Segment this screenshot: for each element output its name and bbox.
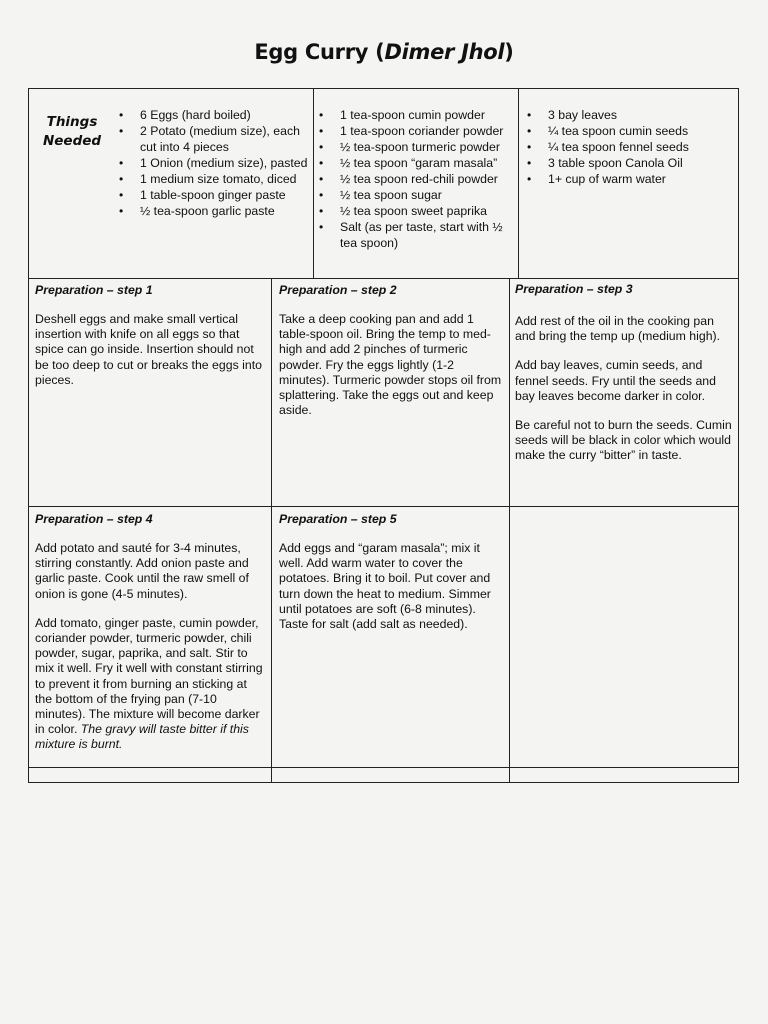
column-divider: [271, 278, 272, 783]
column-divider: [313, 88, 314, 278]
list-item: • 1 medium size tomato, diced: [116, 171, 311, 187]
list-item: • ½ tea-spoon turmeric powder: [316, 139, 518, 155]
list-item: • 3 bay leaves: [524, 107, 736, 123]
list-item: • 2 Potato (medium size), each cut into 4 pieces: [116, 123, 311, 155]
things-needed-label: Things Needed: [42, 114, 102, 149]
list-item: • 6 Eggs (hard boiled): [116, 107, 311, 123]
list-item: • 1 table-spoon ginger paste: [116, 187, 311, 203]
list-item: • ½ tea spoon sugar: [316, 187, 518, 203]
step-2-heading: Preparation – step 2: [279, 283, 397, 297]
recipe-title: [0, 40, 768, 64]
row-divider: [28, 506, 739, 507]
list-item: • 3 table spoon Canola Oil: [524, 155, 736, 171]
list-item: • ½ tea spoon sweet paprika: [316, 203, 518, 219]
row-divider: [28, 767, 739, 768]
step-3-body: [515, 314, 735, 464]
list-item: • 1 tea-spoon cumin powder: [316, 107, 518, 123]
list-item: • Salt (as per taste, start with ½ tea spoon): [316, 219, 518, 251]
list-item: • ½ tea spoon red-chili powder: [316, 171, 518, 187]
step-5-body: [279, 541, 503, 632]
step-4-heading: Preparation – step 4: [35, 512, 153, 526]
list-item: • ¼ tea spoon fennel seeds: [524, 139, 736, 155]
column-divider: [509, 278, 510, 783]
step-3-text-3: Be careful not to burn the seeds. Cumin seeds will be black in color which would make the curry “bitter” in taste.: [515, 418, 732, 463]
step-2-text: Take a deep cooking pan and add 1 table-spoon oil. Bring the temp to med-high and add 2 pinches of turmeric powder. Fry the eggs lightly (1-2 minutes). Turmeric powder stops oil from splattering. Take the eggs out and keep aside.: [279, 312, 502, 418]
column-divider: [518, 88, 519, 278]
ingredient-list-2: [316, 107, 518, 251]
row-divider: [28, 278, 739, 279]
step-1-body: [35, 312, 265, 388]
step-5-text: Add eggs and “garam masala”; mix it well. Add warm water to cover the potatoes. Bring it to boil. Put cover and turn down the heat to medium. Simmer until potatoes are soft (6-8 minutes). Taste for salt (add salt as needed).: [279, 541, 491, 632]
step-4-text-2-plain: Add tomato, ginger paste, cumin powder, coriander powder, turmeric powder, chili powder, sugar, paprika, and salt. Stir to mix it well. Fry it well with constant stirring to prevent it from burning an sticking at the bottom of the frying pan (7-10 minutes). The mixture will become darker in color.: [35, 615, 263, 737]
list-item: • 1+ cup of warm water: [524, 171, 736, 187]
list-item: • ½ tea-spoon garlic paste: [116, 203, 311, 219]
list-item: • ½ tea spoon “garam masala”: [316, 155, 518, 171]
list-item: • 1 tea-spoon coriander powder: [316, 123, 518, 139]
list-item: • 1 Onion (medium size), pasted: [116, 155, 311, 171]
step-4-body: [35, 541, 264, 753]
step-5-heading: Preparation – step 5: [279, 512, 397, 526]
step-3-text-2: Add bay leaves, cumin seeds, and fennel seeds. Fry until the seeds and bay leaves become darker in color.: [515, 358, 716, 403]
ingredient-list-3: [524, 107, 736, 187]
step-2-body: [279, 312, 505, 418]
step-3-heading: Preparation – step 3: [515, 282, 633, 296]
ingredient-list-1: [116, 107, 311, 219]
title-main: Egg Curry (: [254, 40, 385, 64]
step-3-text-1: Add rest of the oil in the cooking pan and bring the temp up (medium high).: [515, 314, 721, 344]
step-1-text: Deshell eggs and make small vertical insertion with knife on all eggs so that spice can go inside. Insertion should not be too deep to cut or breaks the eggs into pieces.: [35, 312, 262, 387]
step-1-heading: Preparation – step 1: [35, 283, 153, 297]
step-4-warning: The gravy will taste bitter if this mixture is burnt.: [35, 722, 249, 752]
step-4-text-2: [35, 616, 264, 753]
step-4-text-1: Add potato and sauté for 3-4 minutes, stirring constantly. Add onion paste and garlic paste. Cook until the raw smell of onion is gone (4-5 minutes).: [35, 541, 249, 601]
title-italic: Dimer Jhol: [384, 40, 505, 64]
title-close: ): [504, 40, 514, 64]
list-item: • ¼ tea spoon cumin seeds: [524, 123, 736, 139]
